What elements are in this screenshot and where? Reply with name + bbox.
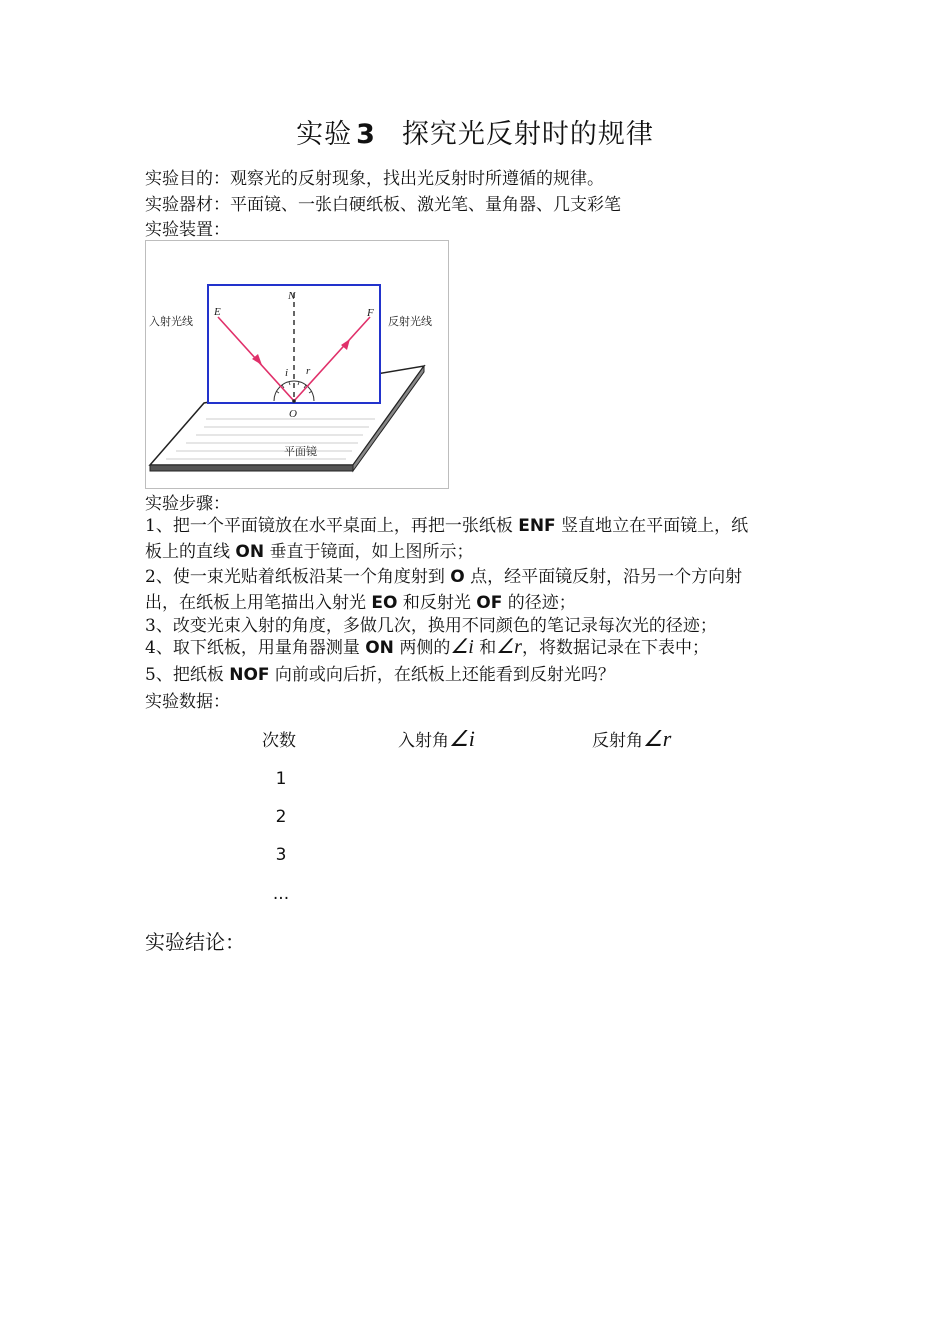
- label-o: O: [289, 408, 297, 420]
- label-f: F: [367, 307, 374, 319]
- step-4-line: 4、取下纸板，用量角器测量 ON 两侧的∠i 和∠r，将数据记录在下表中；: [145, 636, 709, 658]
- step-2-line-1: 2、使一束光贴着纸板沿某一个角度射到 O 点，经平面镜反射，沿另一个方向射: [145, 567, 743, 587]
- mirror-label: 平面镜: [284, 445, 317, 458]
- title-number: 3: [356, 119, 376, 150]
- table-row: 3: [275, 845, 287, 865]
- table-row: 2: [275, 807, 287, 827]
- label-i: i: [285, 367, 289, 379]
- table-header-reflect: 反射角∠r: [592, 726, 672, 751]
- step-1-line-1: 1、把一个平面镜放在水平桌面上，再把一张纸板 ENF 竖直地立在平面镜上，纸: [145, 516, 749, 536]
- mirror-front-edge: [150, 465, 353, 471]
- page-title: [0, 112, 950, 151]
- incident-ray-label: 入射光线: [149, 315, 193, 328]
- materials-line: 实验器材：平面镜、一张白硬纸板、激光笔、量角器、几支彩笔: [145, 195, 621, 215]
- label-e: E: [214, 306, 221, 318]
- apparatus-diagram: [146, 241, 448, 488]
- label-r: r: [306, 365, 311, 377]
- incident-angle-symbol: ∠i: [449, 726, 475, 751]
- point-o-dot: [292, 399, 296, 403]
- step-5-line: 5、把纸板 NOF 向前或向后折，在纸板上还能看到反射光吗？: [145, 665, 615, 685]
- table-row: 1: [275, 769, 287, 789]
- label-n: N: [288, 290, 296, 302]
- reflect-angle-symbol: ∠r: [643, 726, 672, 751]
- title-prefix: 实验: [296, 119, 353, 150]
- table-header-incident: 入射角∠i: [398, 726, 475, 751]
- apparatus-figure: [145, 240, 449, 489]
- step-2-line-2: 出，在纸板上用笔描出入射光 EO 和反射光 OF 的径迹；: [145, 593, 576, 613]
- step-3-line: 3、改变光束入射的角度，多做几次，换用不同颜色的笔记录每次光的径迹；: [145, 616, 717, 636]
- table-header-count: 次数: [262, 731, 296, 751]
- reflected-ray-label: 反射光线: [388, 315, 432, 328]
- table-row: ...: [272, 884, 290, 904]
- apparatus-label: 实验装置：: [145, 220, 230, 240]
- data-label: 实验数据：: [145, 692, 230, 712]
- purpose-line: 实验目的：观察光的反射现象，找出光反射时所遵循的规律。: [145, 169, 604, 189]
- conclusion-label: 实验结论：: [145, 930, 245, 954]
- steps-label: 实验步骤：: [145, 494, 230, 514]
- title-text: 探究光反射时的规律: [401, 119, 654, 150]
- step-1-line-2: 板上的直线 ON 垂直于镜面，如上图所示；: [145, 542, 474, 562]
